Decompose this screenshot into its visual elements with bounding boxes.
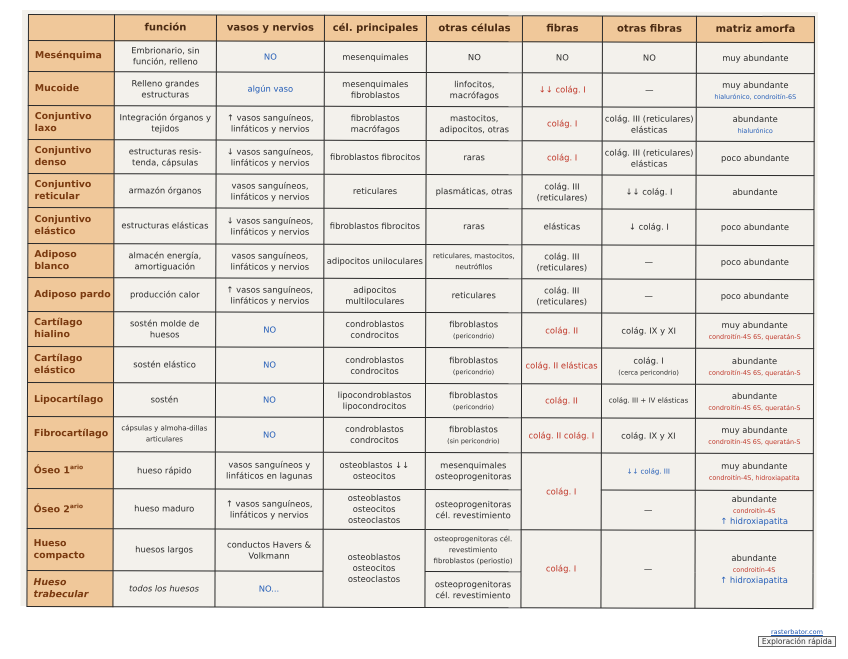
cell-cel: condroblastos condrocitos: [323, 417, 425, 452]
cell-vasos: NO: [216, 41, 324, 72]
cell-vasos: ↑ vasos sanguíneos, linfáticos y nervios: [215, 489, 323, 529]
cell-vasos: NO: [215, 417, 323, 452]
cell-otras-fibras: [602, 348, 696, 384]
cell-matriz: [695, 384, 813, 418]
cell-otras-fibras: colág. III (reticulares) elásticas: [602, 141, 696, 175]
row-header-sup: ario: [69, 464, 84, 472]
row-header: Cartílago hialino: [28, 312, 114, 347]
matriz-main: abundante: [731, 355, 778, 366]
table-row: [27, 529, 813, 573]
header-otras: otras células: [426, 16, 522, 42]
cell-vasos: ↑ vasos sanguíneos, linfáticos y nervios: [216, 278, 324, 312]
cell-vasos: vasos sanguíneos, linfáticos y nervios: [216, 174, 324, 208]
row-header-main: Óseo 1: [33, 465, 70, 477]
otras-main: fibroblastos: [449, 389, 498, 400]
cell-vasos: vasos sanguíneos, linfáticos y nervios: [216, 244, 324, 278]
cell-otras-fibras: colág. III + IV elásticas: [601, 384, 695, 418]
header-corner: [28, 15, 114, 41]
cell-funcion: sostén elástico: [114, 347, 216, 383]
matriz-extra: ↑ hidroxiapatita: [720, 515, 789, 527]
row-header: Lipocartílago: [27, 383, 113, 417]
cell-otras-fibras: —: [602, 73, 696, 107]
cell-fibras: elásticas: [522, 209, 602, 245]
cell-funcion: Embrionario, sin función, relleno: [114, 41, 216, 72]
cell-matriz: poco abundante: [696, 209, 814, 245]
cell-vasos: ↓ vasos sanguíneos, linfáticos y nervios: [216, 140, 324, 174]
cell-funcion: estructuras resis-tenda, cápsulas: [114, 140, 216, 174]
cell-fibras: colág. III (reticulares): [522, 175, 602, 209]
cell-matriz: [695, 490, 813, 530]
otras-fibras-sub: (cerca pericondrio): [618, 368, 679, 377]
cell-vasos: ↑ vasos sanguíneos, linfáticos y nervios: [216, 106, 324, 140]
otras-main: fibroblastos: [449, 319, 499, 330]
matriz-sub: hialurónico: [737, 126, 773, 135]
cell-vasos: vasos sanguíneos y linfáticos en lagunas: [215, 452, 323, 489]
cell-matriz: poco abundante: [696, 279, 814, 313]
cell-otras-fibras: NO: [602, 42, 696, 73]
cell-otras-fibras: ↓ colág. I: [602, 209, 696, 245]
row-header: Conjuntivo denso: [28, 140, 114, 174]
cell-otras: reticulares: [426, 279, 522, 313]
cell-matriz: [696, 73, 814, 107]
matriz-sub: hialurónico, condroitín-6S: [714, 92, 797, 101]
cell-otras: [425, 418, 521, 453]
header-otras-fibras: otras fibras: [602, 16, 696, 42]
matriz-sub: condroitín-4S 6S, queratán-S: [708, 368, 801, 377]
viewer-footer: [758, 628, 836, 647]
cell-funcion: hueso rápido: [113, 452, 215, 489]
otras-sub: (pericondrio): [453, 332, 495, 341]
matriz-main: abundante: [732, 113, 778, 124]
table-row: [28, 208, 814, 246]
cell-funcion: Integración órganos y tejidos: [114, 106, 216, 140]
cell-matriz: [696, 107, 814, 141]
cell-fibras: colág. II colág. I: [521, 418, 601, 453]
cell-otras: plasmáticas, otras: [426, 175, 522, 209]
tissue-table: [26, 14, 815, 609]
cell-funcion: cápsulas y almoha-dillas articulares: [113, 417, 215, 452]
cell-fibras: colág. II: [522, 313, 602, 348]
table-row: [28, 244, 814, 280]
cell-matriz: abundante: [696, 175, 814, 209]
cell-cel: lipocondroblastos lipocondrocitos: [323, 383, 425, 417]
cell-cel: fibroblastos fibrocitos: [324, 208, 426, 244]
row-header-sup: ario: [69, 503, 84, 511]
table-sheet: [20, 10, 818, 608]
row-header: Fibrocartílago: [27, 417, 113, 452]
header-cel: cél. principales: [324, 15, 426, 41]
table-row: [28, 174, 814, 210]
header-row: [28, 15, 814, 43]
cell-cel: osteoblastos osteocitos osteoclastos: [323, 489, 425, 529]
header-funcion: función: [114, 15, 216, 41]
matriz-extra: ↑ hidroxiapatita: [720, 574, 788, 586]
cell-fibras: NO: [522, 42, 602, 73]
cell-cel: adipocitos uniloculares: [324, 244, 426, 278]
cell-vasos: conductos Havers & Volkmann: [215, 529, 323, 571]
matriz-main: abundante: [731, 493, 777, 504]
row-header: Mucoide: [28, 72, 114, 106]
table-row: [28, 41, 814, 74]
table-row: [27, 383, 813, 419]
cell-fibras: ↓↓ colág. I: [522, 73, 602, 107]
cell-vasos: NO: [216, 347, 324, 383]
table-row: [28, 347, 814, 385]
table-row: [28, 72, 814, 108]
cell-cel: osteoblastos osteocitos osteoclastos: [323, 529, 425, 607]
cell-cel: fibroblastos macrófagos: [324, 106, 426, 140]
header-vasos: vasos y nervios: [216, 15, 324, 41]
row-header: [27, 452, 113, 489]
cell-funcion: hueso maduro: [113, 489, 215, 529]
cell-matriz: [695, 453, 813, 490]
matriz-sub: condroitín-4S: [732, 506, 776, 515]
cell-funcion: sostén: [113, 383, 215, 417]
otras-sub: (pericondrio): [452, 402, 495, 411]
matriz-sub: condroitín-4S 6S, queratán-S: [708, 332, 801, 342]
cell-otras: reticulares, mastocitos, neutrófilos: [426, 245, 522, 279]
table-row: [28, 312, 814, 349]
matriz-main: muy abundante: [721, 319, 788, 331]
cell-otras: osteoprogenitoras cél. revestimiento: [425, 572, 521, 608]
cell-otras: osteoprogenitoras cél. revestimiento: [425, 490, 521, 530]
cell-fibras: colág. I: [521, 453, 601, 530]
matriz-sub: condroitín-4S 6S, queratán-S: [708, 437, 801, 447]
cell-funcion: armazón órganos: [114, 174, 216, 208]
table-row: [27, 452, 813, 491]
otras-main: fibroblastos: [449, 354, 499, 365]
cell-fibras: colág. III (reticulares): [522, 279, 602, 313]
header-matriz: matriz amorfa: [696, 16, 814, 42]
cell-funcion: sostén molde de huesos: [114, 312, 216, 347]
cell-matriz: [695, 530, 813, 608]
cell-otras-fibras: —: [602, 279, 696, 313]
cell-cel: condroblastos condrocitos: [324, 347, 426, 383]
cell-fibras: colág. I: [522, 107, 602, 141]
table-row: [28, 106, 814, 142]
cell-matriz: [696, 313, 814, 348]
cell-vasos: ↓ vasos sanguíneos, linfáticos y nervios: [216, 208, 324, 244]
cell-otras-fibras: colág. IX y XI: [601, 418, 695, 453]
header-fibras: fibras: [522, 16, 602, 42]
row-header-main: Óseo 2: [33, 504, 70, 516]
cell-otras: linfocitos, macrófagos: [426, 73, 522, 107]
cell-matriz: [695, 418, 813, 453]
cell-otras-fibras: colág. III (reticulares) elásticas: [602, 107, 696, 141]
matriz-sub: condroitín-4S: [732, 565, 776, 574]
row-header: Adiposo pardo: [28, 278, 114, 312]
cell-otras-fibras: —: [601, 490, 695, 530]
cell-funcion: todos los huesos: [113, 571, 215, 607]
cell-otras-fibras: —: [601, 530, 695, 608]
cell-fibras: colág. II: [521, 384, 601, 418]
cell-cel: fibroblastos fibrocitos: [324, 140, 426, 174]
matriz-main: muy abundante: [721, 460, 788, 472]
matriz-sub: condroitín-4S 6S, queratán-S: [708, 403, 801, 412]
cell-otras: [426, 313, 522, 348]
cell-fibras: colág. II elásticas: [522, 348, 602, 384]
cell-cel: mesenquimales fibroblastos: [324, 72, 426, 106]
cell-matriz: poco abundante: [696, 245, 814, 279]
cell-cel: reticulares: [324, 174, 426, 208]
cell-funcion: Relleno grandes estructuras: [114, 72, 216, 106]
row-header: Cartílago elástico: [28, 347, 114, 383]
cell-matriz: [696, 348, 814, 384]
row-header: Conjuntivo reticular: [28, 174, 114, 208]
quick-explore-button[interactable]: Exploración rápida: [758, 636, 836, 647]
row-header: Conjuntivo elástico: [28, 208, 114, 244]
cell-cel: condroblastos condrocitos: [324, 312, 426, 347]
table-row: [28, 140, 814, 176]
cell-vasos: NO...: [215, 571, 323, 607]
cell-cel: osteoblastos ↓↓ osteocitos: [323, 452, 425, 489]
cell-otras-fibras: —: [602, 245, 696, 279]
otras-main: fibroblastos: [448, 424, 498, 435]
cell-otras-fibras: ↓↓ colág. I: [602, 175, 696, 209]
row-header: Adiposo blanco: [28, 244, 114, 278]
cell-funcion: huesos largos: [113, 529, 215, 571]
cell-cel: adipocitos multiloculares: [324, 278, 426, 312]
cell-vasos: algún vaso: [216, 72, 324, 106]
cell-otras: raras: [426, 209, 522, 245]
cell-funcion: estructuras elásticas: [114, 208, 216, 244]
cell-funcion: producción calor: [114, 278, 216, 312]
row-header: Hueso trabecular: [27, 571, 113, 607]
cell-otras: mesenquimales osteoprogenitoras: [425, 453, 521, 490]
cell-otras: [425, 384, 521, 418]
cell-matriz: muy abundante: [696, 42, 814, 73]
row-header: Mesénquima: [28, 41, 114, 72]
cell-fibras: colág. I: [521, 530, 601, 608]
row-header: Hueso compacto: [27, 529, 113, 571]
otras-fibras-main: colág. I: [633, 355, 664, 366]
row-header: Conjuntivo laxo: [28, 106, 114, 140]
table-row: [28, 278, 814, 314]
cell-otras: osteoprogenitoras cél. revestimiento fibroblastos (periostio): [425, 530, 521, 572]
otras-sub: (sin pericondrio): [447, 437, 500, 446]
cell-otras: [426, 348, 522, 384]
matriz-main: abundante: [731, 390, 778, 401]
cell-vasos: NO: [216, 312, 324, 347]
cell-cel: mesenquimales: [324, 41, 426, 72]
cell-funcion: almacén energía, amortiguación: [114, 244, 216, 278]
row-header: [27, 489, 113, 529]
cell-fibras: colág. III (reticulares): [522, 245, 602, 279]
matriz-main: muy abundante: [721, 424, 788, 436]
table-row: [27, 417, 813, 454]
cell-otras: mastocitos, adipocitos, otras: [426, 107, 522, 141]
matriz-sub: condroitín-4S, hidroxiapatita: [708, 473, 800, 483]
otras-sub: (pericondrio): [452, 367, 495, 376]
cell-otras-fibras: ↓↓ colág. III: [601, 453, 695, 490]
table-row: [27, 489, 813, 531]
cell-otras: NO: [426, 42, 522, 73]
matriz-main: abundante: [731, 552, 777, 563]
cell-otras-fibras: colág. IX y XI: [602, 313, 696, 348]
matriz-main: muy abundante: [722, 79, 789, 90]
cell-otras: raras: [426, 141, 522, 175]
cell-fibras: colág. I: [522, 141, 602, 175]
rasterbator-link[interactable]: rasterbator.com: [770, 628, 823, 636]
cell-matriz: poco abundante: [696, 141, 814, 175]
cell-vasos: NO: [215, 383, 323, 417]
